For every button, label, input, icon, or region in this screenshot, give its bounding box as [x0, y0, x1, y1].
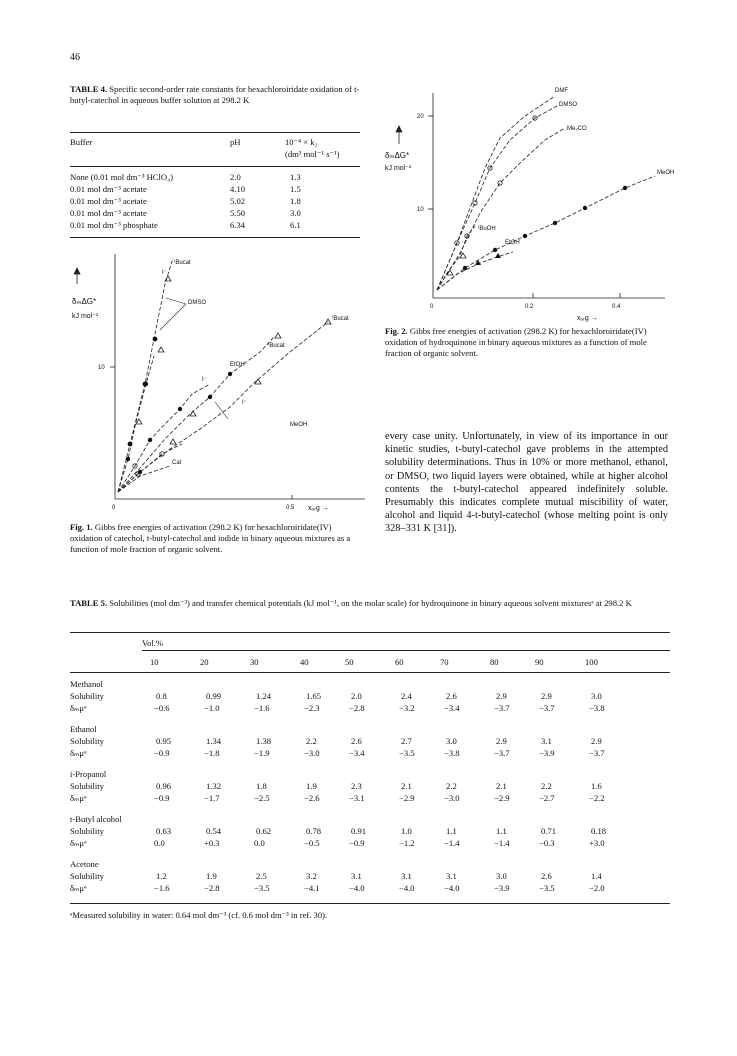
table5-cell: −3.4 — [444, 703, 460, 713]
table4-cell-k: 6.1 — [290, 220, 301, 230]
fig1-label-iodide-3: I⁻ — [242, 400, 247, 406]
table5-cell: −2.5 — [254, 793, 270, 803]
table5-column-header: 30 — [250, 657, 259, 667]
table5-cell: +3.0 — [589, 838, 605, 848]
table5-caption — [70, 598, 670, 609]
table5-cell: 2.2 — [541, 781, 552, 791]
table4-cell-k: 1.8 — [290, 196, 301, 206]
table4-header-rule — [70, 166, 360, 167]
table5-column-header: 10 — [150, 657, 159, 667]
fig1-label-tbucat-mid: ᵗBucat — [268, 343, 285, 349]
table5-cell: −3.7 — [589, 748, 605, 758]
table5-cell: −4.0 — [444, 883, 460, 893]
table5-row-label: δₘμᶱ — [70, 883, 87, 893]
table5-caption-text: Solubilities (mol dm⁻³) and transfer chemical potentials (kJ mol⁻¹, on the molar scale) for hydroquinone in binary aqueous solvent mixturesᵃ at 298.2 K — [109, 598, 632, 608]
table5-cell: 3.2 — [306, 871, 317, 881]
table5-cell: −2.8 — [349, 703, 365, 713]
fig2-label-etoh: EtOH — [505, 240, 520, 246]
table5-cell: 0.95 — [156, 736, 172, 746]
table5-cell: 3.1 — [541, 736, 552, 746]
table5-column-header: 100 — [585, 657, 598, 667]
table5-cell: 3.1 — [351, 871, 362, 881]
table5-row-label: Solubility — [70, 736, 104, 746]
table5-bottom-rule — [70, 903, 670, 904]
table4-top-rule — [70, 132, 360, 133]
table4-header-ph: pH — [230, 137, 241, 147]
table5-column-header: 50 — [345, 657, 354, 667]
table5-cell: 0.71 — [541, 826, 557, 836]
table5-cell: −1.6 — [254, 703, 270, 713]
table5-row-label: Solubility — [70, 691, 104, 701]
table5-cell: −1.2 — [399, 838, 415, 848]
table4-cell-k: 1.3 — [290, 172, 301, 182]
fig1-label-tbucat-right: ᵗBucat — [332, 316, 349, 322]
table5-cell: 0.0 — [154, 838, 165, 848]
table5-cell: −3.5 — [539, 883, 555, 893]
table5-header-rule — [70, 672, 670, 673]
table5-cell: 0.96 — [156, 781, 172, 791]
fig1-xtick-05: 0.5 — [286, 505, 295, 511]
table5-cell: −1.8 — [204, 748, 220, 758]
table5-top-rule — [70, 632, 670, 633]
table5-vol-label: Vol.% — [142, 638, 164, 648]
fig2-label-meoh: MeOH — [657, 170, 675, 176]
fig2-xtick-02: 0.2 — [525, 304, 534, 310]
table5-group-name: Acetone — [70, 859, 99, 869]
table5-cell: −3.9 — [539, 748, 555, 758]
table5-cell: 1.0 — [401, 826, 412, 836]
fig2-ytick-10: 10 — [417, 207, 424, 213]
table5-cell: −1.9 — [254, 748, 270, 758]
fig2-xtick-04: 0.4 — [612, 304, 621, 310]
table4-cell-ph: 2.0 — [230, 172, 241, 182]
table5-cell: 2.9 — [496, 691, 507, 701]
table5-cell: 2.2 — [306, 736, 317, 746]
fig1-label-meoh: MeOH — [290, 422, 308, 428]
table5-cell: 2.2 — [446, 781, 457, 791]
table5-group-name: Ethanol — [70, 724, 97, 734]
table5-cell: −4.1 — [304, 883, 320, 893]
fig1-label-iodide-1: I⁻ — [162, 270, 167, 276]
fig2-xlabel: xₒᵣg → — [577, 315, 598, 322]
table5-row-label: Solubility — [70, 871, 104, 881]
table5-cell: −1.7 — [204, 793, 220, 803]
table5-cell: 2.6 — [446, 691, 457, 701]
table5-cell: −2.6 — [304, 793, 320, 803]
table5-cell: −3.9 — [494, 883, 510, 893]
table5-cell: −3.4 — [349, 748, 365, 758]
table5-row-label: δₘμᶱ — [70, 748, 87, 758]
table5-cell: −3.8 — [589, 703, 605, 713]
table4-cell-buffer: 0.01 mol dm⁻³ acetate — [70, 184, 147, 194]
table5-cell: 0.8 — [156, 691, 167, 701]
table5-cell: −4.0 — [349, 883, 365, 893]
table5-cell: 0.54 — [206, 826, 222, 836]
table5-cell: −1.0 — [204, 703, 220, 713]
table5-cell: −4.0 — [399, 883, 415, 893]
table5-cell: 3.0 — [446, 736, 457, 746]
fig2-ytick-20: 20 — [417, 114, 424, 120]
fig1-caption-label: Fig. 1. — [70, 522, 93, 532]
table5-row-label: Solubility — [70, 781, 104, 791]
table5-cell: 0.18 — [591, 826, 607, 836]
table5-cell: 2.5 — [256, 871, 267, 881]
fig2-label-dmso: DMSO — [559, 102, 577, 108]
table5-cell: −0.9 — [154, 793, 170, 803]
table4-cell-ph: 5.50 — [230, 208, 246, 218]
table5-cell: −2.9 — [494, 793, 510, 803]
table5-cell: 2.4 — [401, 691, 412, 701]
table5-group-name: i-Propanol — [70, 769, 107, 779]
table4-header-k: 10⁻⁴ × k₂ — [285, 137, 318, 147]
table5-cell: −3.7 — [494, 748, 510, 758]
table5-cell: 1.6 — [591, 781, 602, 791]
table5-cell: 1.65 — [306, 691, 322, 701]
fig1-xtick-0: 0 — [112, 505, 116, 511]
table5-cell: 1.32 — [206, 781, 222, 791]
fig1-caption — [70, 522, 360, 555]
table4-cell-buffer: 0.01 mol dm⁻³ acetate — [70, 196, 147, 206]
fig1-xlabel: xₒᵣg → — [308, 505, 329, 512]
fig2-caption — [385, 326, 667, 359]
fig1-label-dmso: DMSO — [188, 300, 206, 306]
table5-cell: 1.9 — [306, 781, 317, 791]
table5-cell: −2.3 — [304, 703, 320, 713]
table5-cell: 3.1 — [401, 871, 412, 881]
table5-column-header: 20 — [200, 657, 209, 667]
table5-cell: 1.24 — [256, 691, 272, 701]
fig1-ytick-10: 10 — [98, 365, 105, 371]
table5-cell: −1.4 — [494, 838, 510, 848]
table5-cell: −3.2 — [399, 703, 415, 713]
table5-vol-rule — [142, 650, 670, 651]
table5-cell: 2.3 — [351, 781, 362, 791]
fig1-chart — [70, 244, 370, 519]
table5-cell: −3.7 — [494, 703, 510, 713]
table4-cell-k: 1.5 — [290, 184, 301, 194]
fig2-chart — [385, 78, 685, 323]
table5-column-header: 60 — [395, 657, 404, 667]
table5-group-name: Methanol — [70, 679, 103, 689]
table5-cell: −2.9 — [399, 793, 415, 803]
table5-cell: −0.6 — [154, 703, 170, 713]
table4-cell-ph: 5.02 — [230, 196, 246, 206]
table5-row-label: δₘμᶱ — [70, 703, 87, 713]
table5-cell: 1.34 — [206, 736, 222, 746]
fig2-label-me2co: Me₂CO — [567, 126, 587, 132]
table5-cell: −2.2 — [589, 793, 605, 803]
fig1-ylabel: δₘΔG* — [72, 297, 97, 306]
table5-cell: 1.38 — [256, 736, 272, 746]
table5-cell: 0.91 — [351, 826, 367, 836]
table5-cell: −0.9 — [349, 838, 365, 848]
table4-cell-ph: 6.34 — [230, 220, 246, 230]
fig1-label-cat: Cat — [172, 460, 182, 466]
fig2-caption-label: Fig. 2. — [385, 326, 408, 336]
table5-cell: 2.9 — [496, 736, 507, 746]
table4-caption — [70, 84, 360, 106]
table4-caption-label: TABLE 4. — [70, 84, 108, 94]
table5-cell: 3.1 — [446, 871, 457, 881]
table5-cell: 3.0 — [496, 871, 507, 881]
table5-column-header: 80 — [490, 657, 499, 667]
table5-cell: −3.1 — [349, 793, 365, 803]
table5-cell: −3.5 — [399, 748, 415, 758]
table5-cell: 1.1 — [496, 826, 507, 836]
table5-cell: −0.3 — [539, 838, 555, 848]
fig2-yunits: kJ mol⁻¹ — [385, 165, 412, 172]
table5-cell: −3.0 — [304, 748, 320, 758]
table5-cell: 0.78 — [306, 826, 322, 836]
table5-row-label: Solubility — [70, 826, 104, 836]
body-paragraph: every case unity. Unfortunately, in view of its importance in our kinetic studies, t-butyl-catechol gave problems in the attempted solubility determinations. Thus in 10% or more methanol, ethanol, or DMSO, two liquid layers were obtained, while at higher alcohol contents the t-butyl-catechol appeared indefinitely soluble. Presumably this indicates complete mutual miscibility of water, alcohol and liquid 4-t-butyl-catechol (whose melting point is only 328–331 K [31]). — [385, 431, 668, 535]
table5-column-header: 90 — [535, 657, 544, 667]
fig2-caption-text: Gibbs free energies of activation (298.2 K) for hexachloroiridate(IV) oxidation of hydroquinone in binary aqueous mixtures as a function of mole fraction of organic solvent. — [385, 326, 647, 358]
table5-cell: 1.8 — [256, 781, 267, 791]
table5-cell: 2.1 — [401, 781, 412, 791]
table5-cell: −3.8 — [444, 748, 460, 758]
page-number: 46 — [70, 52, 80, 63]
table5-cell: −2.7 — [539, 793, 555, 803]
table4-header-buffer: Buffer — [70, 137, 93, 147]
table5-row-label: δₘμᶱ — [70, 793, 87, 803]
table5-cell: −1.6 — [154, 883, 170, 893]
table5-cell: 1.2 — [156, 871, 167, 881]
table5-cell: 2.6 — [351, 736, 362, 746]
table4-cell-buffer: None (0.01 mol dm⁻³ HClO₄) — [70, 172, 173, 182]
fig1-caption-text: Gibbs free energies of activation (298.2 K) for hexachloroiridate(IV) oxidation of catechol, t-butyl-catechol and iodide in binary aqueous mixtures as a function of mole fraction of organic solvent. — [70, 522, 351, 554]
table5-footnote: ᵃMeasured solubility in water: 0.64 mol dm⁻³ (cf. 0.6 mol dm⁻³ in ref. 30). — [70, 910, 328, 920]
table5-cell: −0.5 — [304, 838, 320, 848]
table5-cell: −2.0 — [589, 883, 605, 893]
table4-bottom-rule — [70, 237, 360, 238]
table4-cell-ph: 4.10 — [230, 184, 246, 194]
table5-cell: 2.1 — [496, 781, 507, 791]
table5-cell: −3.7 — [539, 703, 555, 713]
table5-cell: 0.99 — [206, 691, 222, 701]
table5-cell: 0.0 — [254, 838, 265, 848]
table4-cell-k: 3.0 — [290, 208, 301, 218]
table4-caption-text: Specific second-order rate constants for hexachloroiridate oxidation of t-butyl-catechol in aqueous buffer solution at 298.2 K — [70, 84, 360, 105]
table5-cell: 3.0 — [591, 691, 602, 701]
table5-cell: 2.0 — [351, 691, 362, 701]
table5-cell: 1.9 — [206, 871, 217, 881]
table5-cell: 0.62 — [256, 826, 272, 836]
fig2-xtick-0: 0 — [430, 304, 434, 310]
table5-cell: −3.5 — [254, 883, 270, 893]
fig1-yunits: kJ mol⁻¹ — [72, 313, 99, 320]
table5-cell: −2.8 — [204, 883, 220, 893]
table5-cell: 2.9 — [541, 691, 552, 701]
fig2-label-buoh: ᵗBuOH — [478, 226, 496, 232]
table5-column-header: 40 — [300, 657, 309, 667]
table5-cell: −1.4 — [444, 838, 460, 848]
table4-cell-buffer: 0.01 mol dm⁻³ acetate — [70, 208, 147, 218]
table5-group-name: t-Butyl alcohol — [70, 814, 122, 824]
fig1-label-etoh: EtOH — [230, 362, 245, 368]
table5-cell: 2.7 — [401, 736, 412, 746]
table5-cell: −0.9 — [154, 748, 170, 758]
table4-header-k-units: (dm³ mol⁻¹ s⁻¹) — [285, 149, 340, 159]
table5-cell: +0.3 — [204, 838, 220, 848]
table5-caption-label: TABLE 5. — [70, 598, 108, 608]
table5-column-header: 70 — [440, 657, 449, 667]
table5-cell: 2.9 — [591, 736, 602, 746]
fig2-label-dmf: DMF — [555, 88, 568, 94]
fig1-label-iodide-2: I⁻ — [202, 377, 207, 383]
table4-cell-buffer: 0.01 mol dm⁻³ phosphate — [70, 220, 158, 230]
table5-row-label: δₘμᶱ — [70, 838, 87, 848]
fig1-label-tbucat-top: ᵗBucat — [174, 260, 191, 266]
table5-cell: 0.63 — [156, 826, 172, 836]
table5-cell: 2.6 — [541, 871, 552, 881]
table5-cell: −3.0 — [444, 793, 460, 803]
table5-cell: 1.4 — [591, 871, 602, 881]
fig2-ylabel: δₘΔG* — [385, 151, 410, 160]
table5-cell: 1.1 — [446, 826, 457, 836]
